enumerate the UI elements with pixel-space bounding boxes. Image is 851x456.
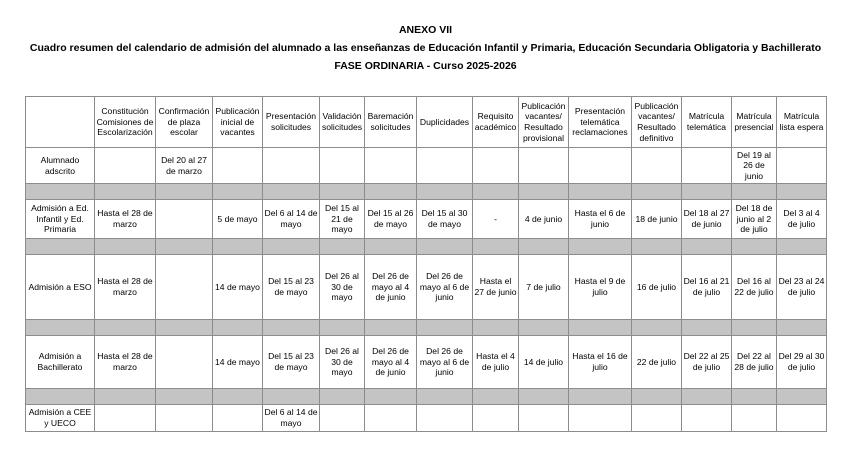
- separator-cell: [365, 239, 417, 255]
- table-cell: Del 22 al 28 de julio: [732, 336, 777, 389]
- separator-cell: [95, 389, 156, 405]
- table-cell: [569, 405, 632, 432]
- table-cell: Del 18 al 27 de junio: [682, 200, 732, 239]
- separator-cell: [263, 320, 320, 336]
- table-cell: [519, 148, 569, 184]
- table-cell: Del 20 al 27 de marzo: [156, 148, 213, 184]
- table-cell: [417, 405, 473, 432]
- table-cell: Del 19 al 26 de junio: [732, 148, 777, 184]
- separator-cell: [569, 389, 632, 405]
- separator-cell: [777, 389, 827, 405]
- row-label-cell: Alumnado adscrito: [26, 148, 95, 184]
- table-cell: [473, 148, 519, 184]
- table-cell: Del 26 al 30 de mayo: [320, 336, 365, 389]
- table-cell: [95, 405, 156, 432]
- table-cell: Del 3 al 4 de julio: [777, 200, 827, 239]
- separator-cell: [682, 184, 732, 200]
- header-matricula-espera: Matrícula lista espera: [777, 97, 827, 148]
- header-matricula-presencial: Matrícula presencial: [732, 97, 777, 148]
- separator-cell: [777, 239, 827, 255]
- table-cell: Del 18 de junio al 2 de julio: [732, 200, 777, 239]
- table-cell: Del 15 al 26 de mayo: [365, 200, 417, 239]
- separator-cell: [213, 389, 263, 405]
- table-cell: 14 de mayo: [213, 336, 263, 389]
- table-cell: Hasta el 9 de julio: [569, 255, 632, 320]
- separator-cell: [777, 184, 827, 200]
- table-cell: Del 26 de mayo al 6 de junio: [417, 255, 473, 320]
- table-cell: Del 16 al 21 de julio: [682, 255, 732, 320]
- separator-row: [26, 320, 827, 336]
- table-cell: [777, 148, 827, 184]
- header-presentacion: Presentación solicitudes: [263, 97, 320, 148]
- table-cell: Del 26 de mayo al 4 de junio: [365, 255, 417, 320]
- separator-cell: [732, 184, 777, 200]
- table-cell: [320, 405, 365, 432]
- separator-cell: [156, 320, 213, 336]
- separator-cell: [777, 320, 827, 336]
- table-cell: [213, 405, 263, 432]
- annex-title: ANEXO VII: [398, 24, 453, 36]
- separator-cell: [156, 389, 213, 405]
- separator-cell: [26, 389, 95, 405]
- separator-cell: [632, 320, 682, 336]
- table-cell: Del 22 al 25 de julio: [682, 336, 732, 389]
- separator-cell: [95, 184, 156, 200]
- table-cell: [95, 148, 156, 184]
- table-cell: [156, 200, 213, 239]
- table-cell: 4 de junio: [519, 200, 569, 239]
- separator-cell: [632, 239, 682, 255]
- row-label-cell: Admisión a Bachillerato: [26, 336, 95, 389]
- separator-cell: [320, 239, 365, 255]
- separator-cell: [263, 184, 320, 200]
- table-cell: Del 6 al 14 de mayo: [263, 405, 320, 432]
- table-cell: [682, 148, 732, 184]
- table-cell: 14 de mayo: [213, 255, 263, 320]
- separator-cell: [365, 184, 417, 200]
- table-cell: -: [473, 200, 519, 239]
- table-cell: [263, 148, 320, 184]
- separator-cell: [95, 239, 156, 255]
- header-cell-empty: [26, 97, 95, 148]
- table-cell: 7 de julio: [519, 255, 569, 320]
- separator-cell: [732, 320, 777, 336]
- table-cell: 14 de julio: [519, 336, 569, 389]
- separator-cell: [26, 320, 95, 336]
- separator-cell: [473, 184, 519, 200]
- header-confirmacion: Confirmación de plaza escolar: [156, 97, 213, 148]
- table-row: [26, 336, 827, 389]
- separator-cell: [417, 320, 473, 336]
- separator-cell: [365, 389, 417, 405]
- table-cell: Del 29 al 30 de julio: [777, 336, 827, 389]
- table-cell: Del 6 al 14 de mayo: [263, 200, 320, 239]
- separator-cell: [519, 239, 569, 255]
- table-cell: Del 26 de mayo al 4 de junio: [365, 336, 417, 389]
- table-cell: 5 de mayo: [213, 200, 263, 239]
- separator-cell: [473, 239, 519, 255]
- header-duplicidades: Duplicidades: [417, 97, 473, 148]
- table-cell: Del 23 al 24 de julio: [777, 255, 827, 320]
- separator-cell: [519, 320, 569, 336]
- row-label-cell: Admisión a Ed. Infantil y Ed. Primaria: [26, 200, 95, 239]
- table-row: [26, 148, 827, 184]
- table-cell: Del 26 de mayo al 6 de junio: [417, 336, 473, 389]
- separator-cell: [682, 320, 732, 336]
- table-cell: Hasta el 28 de marzo: [95, 255, 156, 320]
- separator-row: [26, 239, 827, 255]
- separator-cell: [682, 239, 732, 255]
- separator-cell: [263, 389, 320, 405]
- separator-cell: [732, 239, 777, 255]
- header-provisional: Publicación vacantes/ Resultado provisional: [519, 97, 569, 148]
- separator-cell: [320, 184, 365, 200]
- separator-cell: [682, 389, 732, 405]
- admission-calendar-table: [25, 96, 827, 432]
- table-cell: [417, 148, 473, 184]
- table-cell: [156, 405, 213, 432]
- separator-cell: [473, 389, 519, 405]
- separator-cell: [156, 239, 213, 255]
- table-cell: 16 de julio: [632, 255, 682, 320]
- separator-cell: [320, 320, 365, 336]
- table-cell: [365, 148, 417, 184]
- header-row: [26, 97, 827, 148]
- table-cell: [777, 405, 827, 432]
- separator-row: [26, 184, 827, 200]
- table-cell: 18 de junio: [632, 200, 682, 239]
- header-reclamaciones: Presentación telemática reclamaciones: [569, 97, 632, 148]
- table-cell: 22 de julio: [632, 336, 682, 389]
- table-cell: Del 16 al 22 de julio: [732, 255, 777, 320]
- table-cell: [365, 405, 417, 432]
- table-row: [26, 200, 827, 239]
- table-cell: Hasta el 28 de marzo: [95, 200, 156, 239]
- separator-cell: [569, 184, 632, 200]
- separator-cell: [732, 389, 777, 405]
- separator-cell: [519, 389, 569, 405]
- separator-cell: [26, 184, 95, 200]
- phase-title: FASE ORDINARIA - Curso 2025-2026: [334, 60, 517, 72]
- table-cell: [320, 148, 365, 184]
- separator-cell: [213, 184, 263, 200]
- table-cell: Hasta el 4 de julio: [473, 336, 519, 389]
- separator-cell: [263, 239, 320, 255]
- separator-cell: [473, 320, 519, 336]
- separator-cell: [417, 389, 473, 405]
- separator-cell: [417, 239, 473, 255]
- table-cell: Hasta el 27 de junio: [473, 255, 519, 320]
- table-cell: [519, 405, 569, 432]
- header-validacion: Validación solicitudes: [320, 97, 365, 148]
- table-cell: [632, 148, 682, 184]
- separator-cell: [213, 320, 263, 336]
- header-definitivo: Publicación vacantes/ Resultado definitivo: [632, 97, 682, 148]
- separator-cell: [156, 184, 213, 200]
- table-cell: Del 26 al 30 de mayo: [320, 255, 365, 320]
- separator-cell: [95, 320, 156, 336]
- table-row: [26, 405, 827, 432]
- separator-row: [26, 389, 827, 405]
- header-matricula-telematica: Matrícula telemática: [682, 97, 732, 148]
- header-constitucion: Constitución Comisiones de Escolarización: [95, 97, 156, 148]
- table-cell: Del 15 al 30 de mayo: [417, 200, 473, 239]
- table-cell: [732, 405, 777, 432]
- header-baremacion: Baremación solicitudes: [365, 97, 417, 148]
- table-cell: [569, 148, 632, 184]
- separator-cell: [213, 239, 263, 255]
- table-row: [26, 255, 827, 320]
- separator-cell: [320, 389, 365, 405]
- table-cell: Hasta el 6 de junio: [569, 200, 632, 239]
- header-publicacion-inicial: Publicación inicial de vacantes: [213, 97, 263, 148]
- separator-cell: [632, 184, 682, 200]
- table-cell: Hasta el 28 de marzo: [95, 336, 156, 389]
- header-requisito: Requisito académico: [473, 97, 519, 148]
- table-cell: Del 15 al 23 de mayo: [263, 336, 320, 389]
- table-cell: Del 15 al 21 de mayo: [320, 200, 365, 239]
- document-subtitle: Cuadro resumen del calendario de admisión del alumnado a las enseñanzas de Educación Infantil y Primaria, Educación Secundaria Obligatoria y Bachillerato: [29, 42, 822, 54]
- separator-cell: [365, 320, 417, 336]
- table-cell: Del 15 al 23 de mayo: [263, 255, 320, 320]
- row-label-cell: Admisión a ESO: [26, 255, 95, 320]
- separator-cell: [26, 239, 95, 255]
- table-cell: [213, 148, 263, 184]
- table-cell: [156, 336, 213, 389]
- separator-cell: [632, 389, 682, 405]
- table-cell: [682, 405, 732, 432]
- table-cell: [632, 405, 682, 432]
- separator-cell: [519, 184, 569, 200]
- separator-cell: [569, 320, 632, 336]
- separator-cell: [569, 239, 632, 255]
- row-label-cell: Admisión a CEE y UECO: [26, 405, 95, 432]
- table-cell: Hasta el 16 de julio: [569, 336, 632, 389]
- separator-cell: [417, 184, 473, 200]
- table-cell: [473, 405, 519, 432]
- table-cell: [156, 255, 213, 320]
